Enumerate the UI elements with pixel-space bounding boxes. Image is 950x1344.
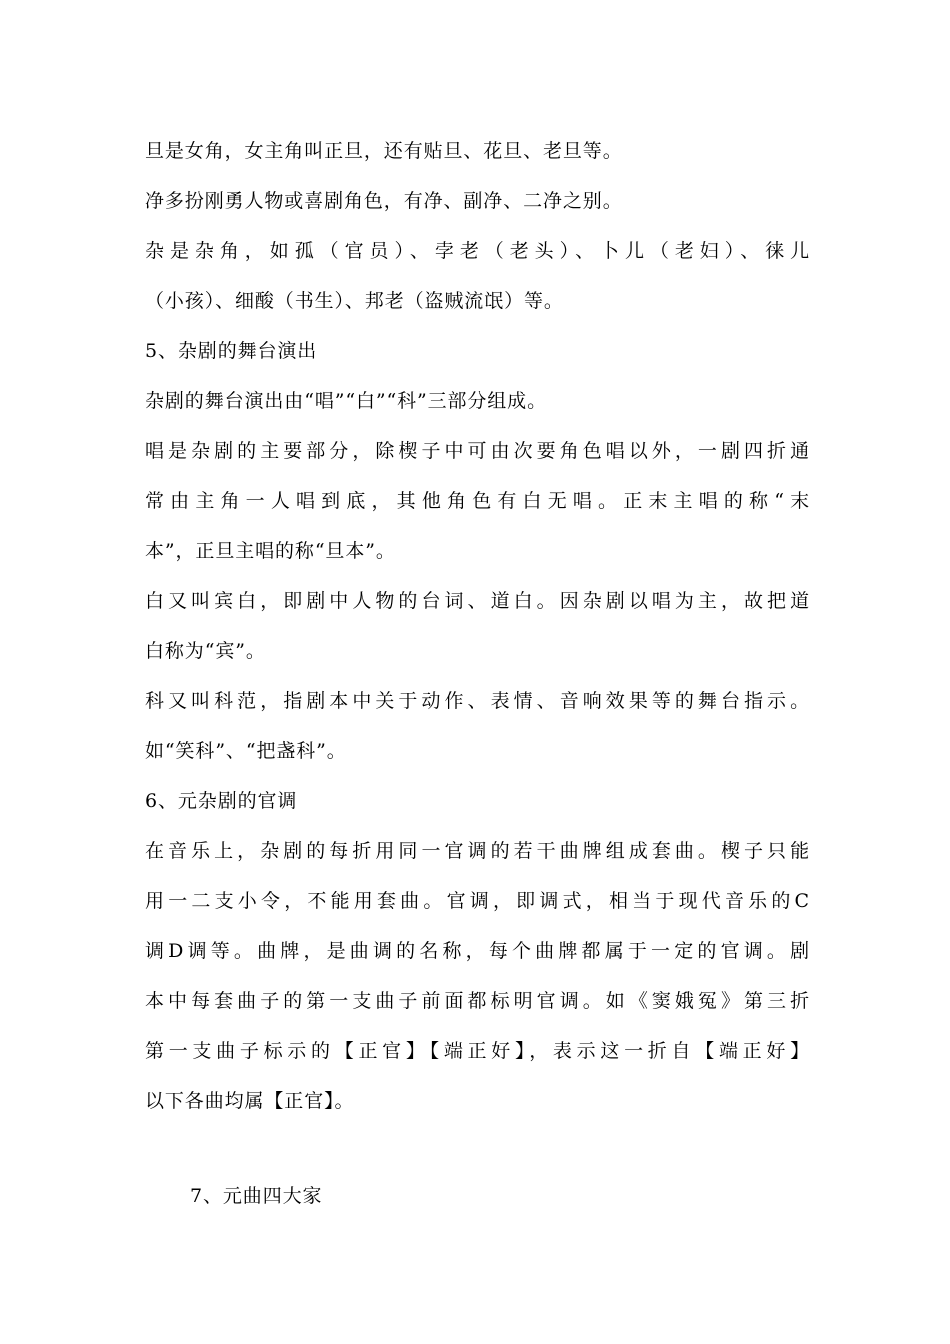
- section-heading-7: 7、元曲四大家: [190, 1185, 323, 1207]
- paragraph-gongdiao-line2: 用一二支小令，不能用套曲。官调，即调式，相当于现代音乐的C: [145, 890, 810, 912]
- paragraph-dan-role: 旦是女角，女主角叫正旦，还有贴旦、花旦、老旦等。: [145, 140, 623, 162]
- paragraph-chang-line2: 常由主角一人唱到底，其他角色有白无唱。正末主唱的称“末: [145, 490, 810, 512]
- paragraph-jing-role: 净多扮刚勇人物或喜剧角色，有净、副净、二净之别。: [145, 190, 623, 212]
- paragraph-bai-line2: 白称为“宾”。: [145, 640, 266, 662]
- paragraph-bai-line1: 白又叫宾白，即剧中人物的台词、道白。因杂剧以唱为主，故把道: [145, 590, 810, 612]
- paragraph-ke-line2: 如“笑科”、“把盏科”。: [145, 740, 347, 762]
- paragraph-gongdiao-line5: 第一支曲子标示的【正官】【端正好】，表示这一折自【端正好】: [145, 1040, 810, 1062]
- paragraph-za-role-line1: 杂是杂角，如孤（官员）、孛老（老头）、卜儿（老妇）、徕儿: [145, 240, 810, 262]
- paragraph-stage-intro: 杂剧的舞台演出由“唱”“白”“科”三部分组成。: [145, 390, 547, 412]
- paragraph-gongdiao-line3: 调D调等。曲牌，是曲调的名称，每个曲牌都属于一定的官调。剧: [145, 940, 810, 962]
- paragraph-ke-line1: 科又叫科范，指剧本中关于动作、表情、音响效果等的舞台指示。: [145, 690, 810, 712]
- paragraph-chang-line1: 唱是杂剧的主要部分，除楔子中可由次要角色唱以外，一剧四折通: [145, 440, 810, 462]
- paragraph-gongdiao-line4: 本中每套曲子的第一支曲子前面都标明官调。如《窦娥冤》第三折: [145, 990, 810, 1012]
- section-heading-5: 5、杂剧的舞台演出: [145, 340, 318, 362]
- paragraph-chang-line3: 本”，正旦主唱的称“旦本”。: [145, 540, 396, 562]
- paragraph-za-role-line2: （小孩）、细酸（书生）、邦老（盗贼流氓）等。: [145, 290, 564, 312]
- section-heading-6: 6、元杂剧的官调: [145, 790, 298, 812]
- paragraph-gongdiao-line1: 在音乐上，杂剧的每折用同一官调的若干曲牌组成套曲。楔子只能: [145, 840, 810, 862]
- paragraph-gongdiao-line6: 以下各曲均属【正官】。: [145, 1090, 355, 1112]
